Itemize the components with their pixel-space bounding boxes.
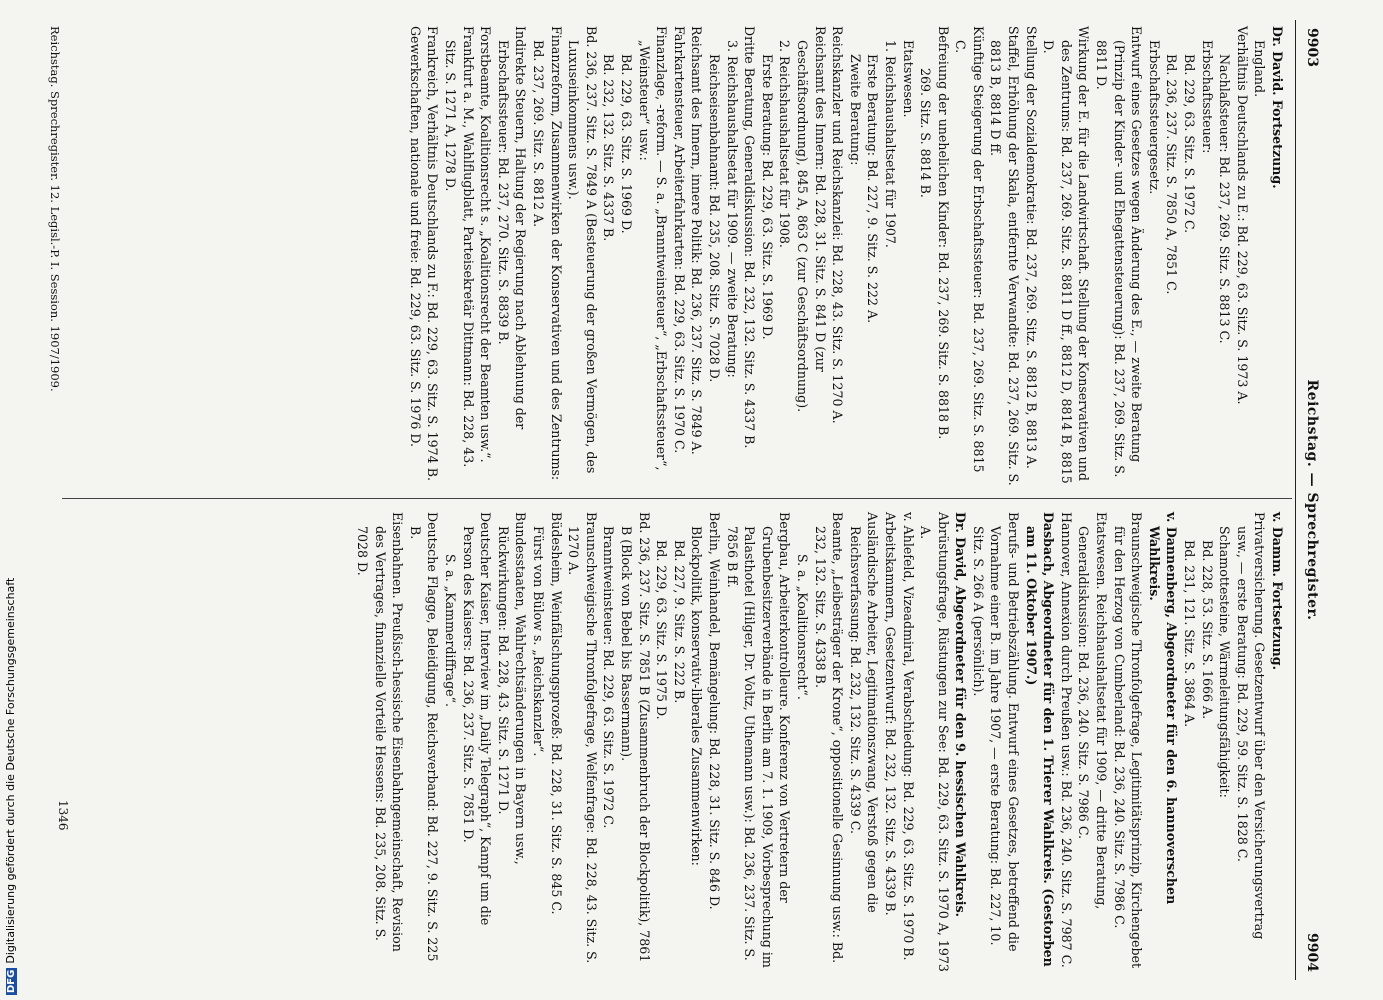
register-entry: Dr. David. Fortsetzung. — [1270, 26, 1285, 189]
register-entry: Erbschaftssteuergesetz. — [1146, 40, 1162, 195]
register-entry: Finanzreform, Zusammenwirken der Konservativen und des Zentrums: Bd. 237, 269. Sitz. S. 8812 A. — [531, 26, 564, 481]
register-entry: Dasbach, Abgeordneter für den 1. Trierer Wahlkreis. (Gestorben am 11. Oktober 1907.) — [1023, 512, 1057, 967]
dfg-credit-text: Digitalisierung gefördert durch die Deutsche Forschungsgemeinschaft — [4, 577, 17, 964]
register-entry: Dritte Beratung, Generaldiskussion: Bd. 232, 132. Sitz. S. 4337 B. — [742, 26, 758, 449]
register-entry: Entwurf eines Gesetzes wegen Änderung des E., — zweite Beratung (Prinzip der Kinder- und Ehegattensteuerung): Bd. 237, 269. Sitz. S. 8811 D. — [1094, 26, 1145, 478]
register-entry: Künftige Steigerung der Erbschaftssteuer: Bd. 237, 269. Sitz. S. 8815 C. — [953, 26, 986, 473]
register-entry: Zweite Beratung: — [847, 54, 863, 166]
register-entry: Arbeitskammern, Gesetzentwurf: Bd. 232, 132. Sitz. S. 4339 B. — [882, 512, 898, 916]
register-entry: Bd. 229, 63. Sitz. S. 1969 D. — [619, 54, 635, 234]
register-entry: Schamottesteine, Wärmeleitungsfähigkeit: — [1217, 526, 1233, 798]
dfg-logo: DFG — [6, 969, 17, 993]
register-entry: Wirkung der E. für die Landwirtschaft. Stellung der Konservativen und des Zentrums: Bd. 237, 269. Sitz. S. 8811 D ff., 8812 D, 8814 B, 8815 D. — [1041, 26, 1092, 484]
register-entry: Stellung der Sozialdemokratie: Bd. 237, 269. Sitz. S. 8812 B, 8813 A. — [1023, 26, 1039, 469]
register-entry: Bd. 228, 53. Sitz. S. 1666 A. — [1199, 540, 1215, 720]
page-number-right: 9904 — [1304, 933, 1320, 972]
register-entry: Finanzlage, -reform. — S. a. „Branntweinsteuer“, „Erbschaftssteuer“, „Weinsteuer“ usw.: — [636, 26, 670, 471]
register-entry: Nachlaßsteuer: Bd. 237, 269. Sitz. S. 8813 C. — [1217, 54, 1233, 344]
register-entry: Fürst von Bülow s. „Reichskanzler“. — [531, 526, 547, 757]
page-header — [1298, 20, 1320, 980]
register-entry: Braunschweigische Thronfolgefrage, Welfenfrage: Bd. 228, 43. Sitz. S. 1270 A. — [566, 512, 599, 964]
register-entry: Befreiung der unehelichen Kinder: Bd. 237, 269. Sitz. S. 8818 B. — [935, 26, 951, 440]
register-entry: Bundesstaaten, Wahlrechtsänderungen in Bayern usw., Rückwirkungen: Bd. 228, 43. Sitz. S. 1271 D. — [495, 512, 529, 865]
column-separator — [62, 498, 1292, 499]
running-title: Reichstag. — Sprechregister. — [1304, 379, 1320, 621]
register-entry: Bd. 231, 121. Sitz. S. 3864 A. — [1182, 540, 1198, 728]
register-entry: Staffel, Erhöhung der Skala, entfernte Verwandte: Bd. 237, 269. Sitz. S. 8813 B, 8814 D ff. — [988, 26, 1022, 486]
register-entry: S. a. „Koalitionsrecht“. — [794, 554, 810, 700]
register-entry: Etatswesen. — [900, 40, 916, 118]
register-entry: Deutscher Kaiser, Interview im „Daily Telegraph“, Kampf um die Person des Kaisers: Bd. 236, 237. Sitz. S. 7851 D. — [460, 512, 494, 926]
register-entry: Dr. David, Abgeordneter für den 9. hessischen Wahlkreis. — [953, 512, 969, 918]
register-entry: Gewerkschaften, nationale und freie: Bd. 229, 63. Sitz. S. 1976 D. — [407, 26, 423, 448]
register-entry: Erbschaftssteuer: — [1199, 40, 1215, 154]
register-entry: Etatswesen. Reichshaushaltsetat für 1909, — dritte Beratung, Generaldiskussion: Bd. 236, 240. Sitz. S. 7986 C. — [1076, 512, 1110, 910]
register-entry: Bd. 236, 237. Sitz. S. 7849 A (Besteuerung der großen Vermögen, des Luxuseinkommens usw.). — [566, 26, 599, 474]
register-entry: Erste Beratung: Bd. 229, 63. Sitz. S. 1969 D. — [759, 54, 775, 340]
register-entry: Eisenbahnen. Preußisch-hessische Eisenbahngemeinschaft, Revision des Vertrages, finanzielle Vorteile Hessens: Bd. 235, 208. Sitz. S. 7028 D. — [355, 512, 406, 952]
register-entry: Verhältnis Deutschlands zu E.: Bd. 229, 63. Sitz. S. 1973 A. — [1234, 26, 1250, 405]
register-entry: 269. Sitz. S. 8814 B. — [918, 68, 934, 198]
register-entry: Beamte, „Leibesträger der Krone“, oppositionelle Gesinnung usw.: Bd. 232, 132. Sitz. S. 4338 B. — [812, 512, 846, 964]
register-entry: Privatversicherung. Gesetzentwurf über den Versicherungsvertrag usw., — erste Beratung: Bd. 229, 59. Sitz. S. 1828 C. — [1234, 512, 1268, 940]
register-entry: Bergbau, Arbeiterkontrolleure. Konferenz von Vertretern der Grubenbesitzerverbände in Berlin am 7. 1. 1909, Vorbesprechung im Palasthotel (Hilger, Dr. Voltz, Uthemann usw.): Bd. 236, 237. Sitz. S. 7856 B ff. — [724, 512, 793, 968]
register-entry: Indirekte Steuern, Haltung der Regierung nach Ablehnung der Erbschaftssteuer: Bd. 237, 270. Sitz. S. 8839 B. — [495, 26, 529, 430]
register-entry: Reichsamt des Innern, innere Politik: Bd. 236, 237. Sitz. S. 7849 A. — [689, 26, 705, 455]
register-entry: Frankreich, Verhältnis Deutschlands zu F.: Bd. 229, 63. Sitz. S. 1974 B. — [425, 26, 441, 481]
register-entry: Bd. 232, 132. Sitz. S. 4337 B. — [601, 54, 617, 242]
header-rule — [1295, 20, 1296, 980]
register-entry: Forstbeamte, Koalitionsrecht s. „Koalitionsrecht der Beamten usw.“. — [478, 26, 494, 463]
footer-note: Reichstag. Sprechregister. 12. Legisl.-P. I. Session. 1907/1909. — [48, 26, 62, 392]
register-entry: Reichskanzler und Reichskanzlei: Bd. 228, 43. Sitz. S. 1270 A. — [830, 26, 846, 424]
column-right — [354, 512, 1286, 972]
register-entry: Reichseisenbahnamt: Bd. 235, 208. Sitz. S. 7028 D. — [707, 54, 722, 383]
page-number-bottom: 1346 — [56, 800, 70, 831]
register-entry: Blockpolitik, konservativ-liberales Zusammenwirken: — [689, 526, 705, 866]
register-entry: 1. Reichshaushaltsetat für 1907. — [882, 40, 898, 248]
register-entry: 2. Reichshaushaltsetat für 1908. — [777, 40, 793, 248]
register-entry: Branntweinsteuer: Bd. 229, 63. Sitz. S. 1972 C. — [601, 526, 617, 829]
register-entry: v. Damm. Fortsetzung. — [1270, 512, 1285, 670]
register-entry: Fahrkartensteuer, Arbeiterfahrkarten: Bd. 229, 63. Sitz. S. 1970 C. — [671, 26, 687, 454]
register-entry: Braunschweigische Thronfolgefrage, Legitimitätsprinzip, Kirchengebet für den Herzog von Cumberland: Bd. 236, 240. Sitz. S. 7986 C. — [1111, 512, 1145, 969]
register-entry: Bd. 229, 63. Sitz. S. 1972 C. — [1182, 54, 1198, 234]
register-entry: 3. Reichshaushaltsetat für 1909. — zweite Beratung: — [724, 40, 740, 378]
register-entry: v. Dannenberg, Abgeordneter für den 6. hannoverschen Wahlkreis. — [1146, 512, 1180, 905]
register-entry: Bd. 227, 9. Sitz. S. 222 B. — [671, 540, 687, 704]
rotated-register-page — [35, 20, 1320, 980]
column-left — [406, 26, 1286, 486]
register-entry: Bd. 236, 237. Sitz. S. 7850 A, 7851 C. — [1164, 54, 1180, 295]
register-entry: England. — [1252, 40, 1268, 98]
register-entry: Büdesheim, Weinfälschungsprozeß: Bd. 228, 31. Sitz. S. 845 C. — [548, 512, 564, 915]
register-entry: Ausländische Arbeiter, Legitimationszwang, Verstoß gegen die Reichsverfassung: Bd. 232, 132. Sitz. S. 4339 C. — [847, 512, 881, 913]
register-entry: Berlin, Weinhandel, Bemängelung: Bd. 228, 31. Sitz. S. 846 D. — [707, 512, 722, 910]
register-entry: Reichsamt des Innern: Bd. 228, 31. Sitz. S. 841 D (zur Geschäftsordnung), 845 A, 863 C (zur Geschäftsordnung). — [794, 26, 828, 413]
page-number-left: 9903 — [1304, 28, 1320, 67]
register-entry: Hannover, Annexion durch Preußen usw.: Bd. 236, 240. Sitz. S. 7987 C. — [1058, 512, 1074, 968]
register-entry: Deutsche Flagge, Beleidigung, Reichsverband: Bd. 227, 9. Sitz. S. 225 B. — [407, 512, 441, 962]
register-entry: S. a. „Kammerdiffrage“. — [443, 554, 459, 708]
register-entry: Erste Beratung: Bd. 227, 9. Sitz. S. 222 A. — [865, 54, 881, 324]
register-entry: Berufs- und Betriebszählung. Entwurf eines Gesetzes, betreffend die Vornahme einer B. im Jahre 1907, — erste Beratung: Bd. 227, 10. Sitz. S. 266 A (persönlich). — [970, 512, 1022, 952]
register-entry: v. Ahlefeld, Vizeadmiral, Verabschiedung: Bd. 229, 63. Sitz. S. 1970 B. — [900, 512, 916, 961]
register-entry: Bd. 236, 237. Sitz. S. 7851 B (Zusammenbruch der Blockpolitik), 7861 B (Block von Bebel bis Bassermann). — [619, 512, 652, 963]
register-entry: Frankfurt a. M., Wahlflugblatt, Parteisekretär Dittmann: Bd. 228, 43. Sitz. S. 1271 A, 1278 D. — [443, 26, 476, 468]
register-entry: Bd. 229, 63. Sitz. S. 1975 D. — [654, 540, 670, 720]
register-entry: Abrüstungsfrage, Rüstungen zur See: Bd. 229, 63. Sitz. S. 1970 A, 1973 A. — [918, 512, 951, 972]
